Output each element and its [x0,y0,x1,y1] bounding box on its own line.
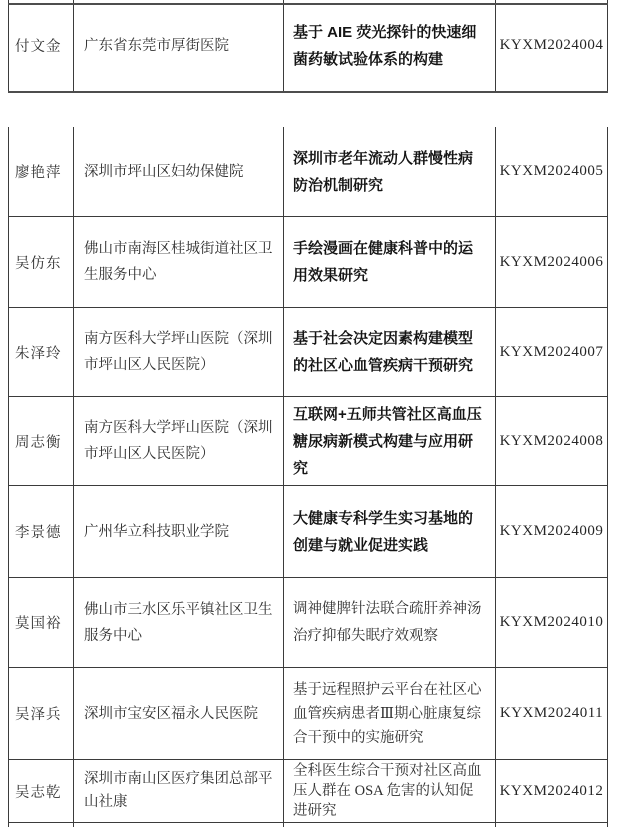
project-code: KYXM2024009 [495,486,608,577]
project-code: KYXM2024008 [495,397,608,485]
applicant-name: 李景德 [8,486,73,577]
cell-stub [8,823,73,827]
institution: 广州华立科技职业学院 [73,486,283,577]
institution: 佛山市三水区乐平镇社区卫生服务中心 [73,578,283,667]
institution: 深圳市宝安区福永人民医院 [73,668,283,759]
table-row [8,486,608,578]
applicant-name: 吴志乾 [8,760,73,822]
institution: 佛山市南海区桂城街道社区卫生服务中心 [73,217,283,307]
project-code: KYXM2024005 [495,127,608,216]
institution: 南方医科大学坪山医院（深圳市坪山区人民医院） [73,308,283,396]
applicant-name: 周志衡 [8,397,73,485]
cell-stub [73,823,283,827]
project-title: 手绘漫画在健康科普中的运用效果研究 [283,217,495,307]
table-section-top [8,0,608,93]
table-row [8,397,608,486]
project-code: KYXM2024006 [495,217,608,307]
institution: 广东省东莞市厚街医院 [73,0,283,91]
applicant-name: 吴泽兵 [8,668,73,759]
table-row-stub [8,823,608,827]
applicant-name: 朱泽玲 [8,308,73,396]
table-row [8,217,608,308]
project-title: 大健康专科学生实习基地的创建与就业促进实践 [283,486,495,577]
project-title: 全科医生综合干预对社区高血压人群在 OSA 危害的认知促进研究 [283,760,495,822]
table-row [8,0,608,93]
project-title: 基于 AIE 荧光探针的快速细菌药敏试验体系的构建 [283,0,495,91]
project-title: 基于远程照护云平台在社区心血管疾病患者Ⅲ期心脏康复综合干预中的实施研究 [283,668,495,759]
project-title: 基于社会决定因素构建模型的社区心血管疾病干预研究 [283,308,495,396]
cell-stub [495,823,608,827]
table-row [8,668,608,760]
applicant-name: 莫国裕 [8,578,73,667]
project-code: KYXM2024004 [495,0,608,91]
page-break-rule [8,3,608,5]
project-title: 互联网+五师共管社区高血压糖尿病新模式构建与应用研究 [283,397,495,485]
table-row [8,578,608,668]
institution: 深圳市南山区医疗集团总部平山社康 [73,760,283,822]
table-row [8,760,608,823]
project-code: KYXM2024007 [495,308,608,396]
table-row [8,308,608,397]
project-code: KYXM2024010 [495,578,608,667]
project-code: KYXM2024012 [495,760,608,822]
project-title: 深圳市老年流动人群慢性病防治机制研究 [283,127,495,216]
project-code: KYXM2024011 [495,668,608,759]
applicant-name: 付文金 [8,0,73,91]
applicant-name: 吴仿东 [8,217,73,307]
project-title: 调神健脾针法联合疏肝养神汤治疗抑郁失眠疗效观察 [283,578,495,667]
institution: 深圳市坪山区妇幼保健院 [73,127,283,216]
institution: 南方医科大学坪山医院（深圳市坪山区人民医院） [73,397,283,485]
cell-stub [283,823,495,827]
applicant-name: 廖艳萍 [8,127,73,216]
table-row [8,127,608,217]
table-section-main [8,127,608,827]
